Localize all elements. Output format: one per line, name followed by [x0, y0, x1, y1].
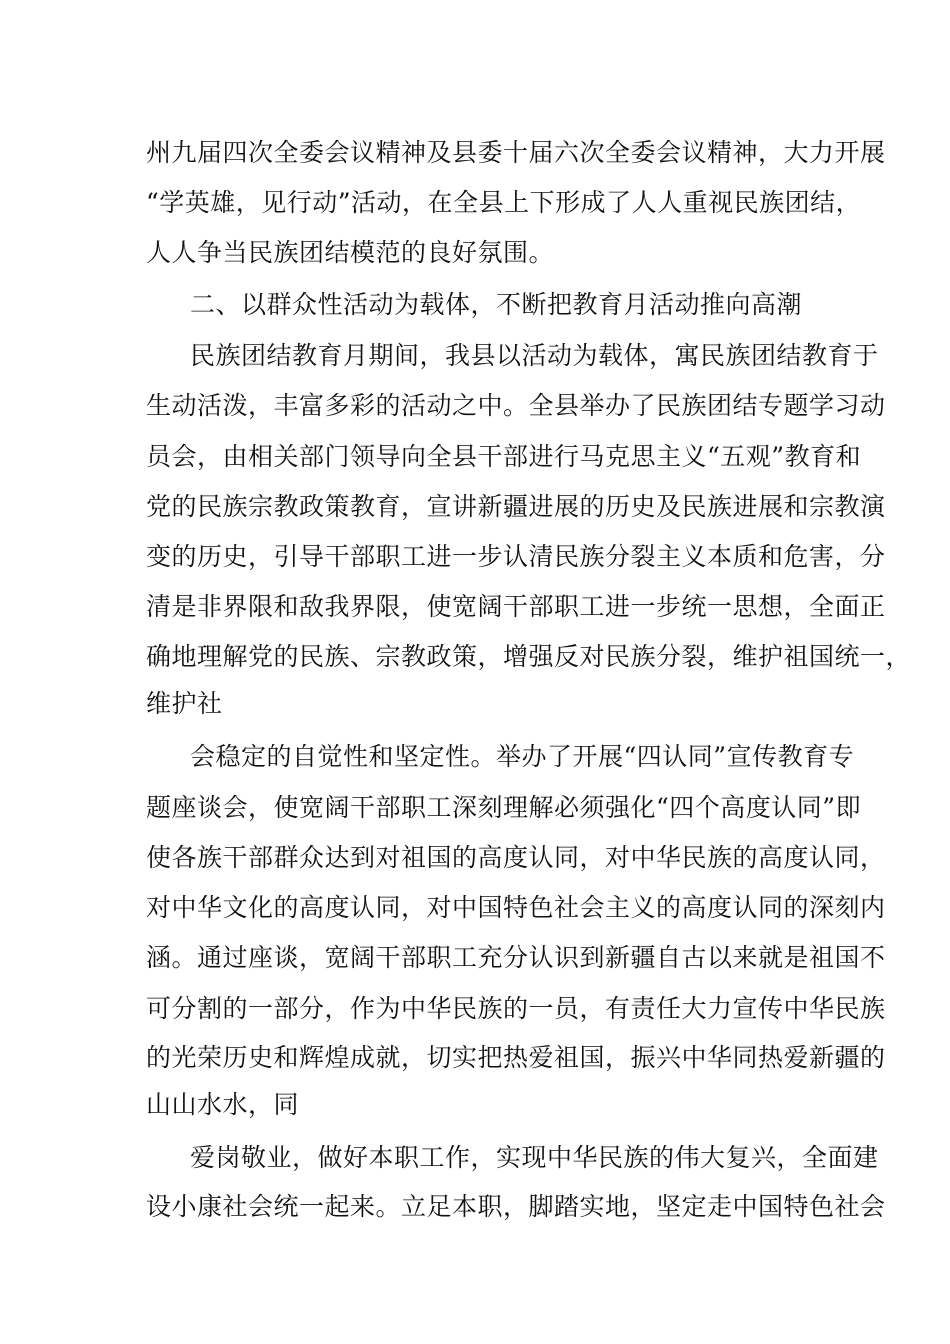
text-line: 州九届四次全委会议精神及县委十届六次全委会议精神，大力开展 [146, 138, 886, 167]
text-line: 党的民族宗教政策教育，宣讲新疆进展的历史及民族进展和宗教演 [146, 492, 886, 521]
text-line: 的光荣历史和辉煌成就，切实把热爱祖国，振兴中华同热爱新疆的 [146, 1043, 886, 1072]
text-line: 维护社 [146, 689, 223, 718]
text-line: 可分割的一部分，作为中华民族的一员，有责任大力宣传中华民族 [146, 994, 886, 1023]
text-line: 对中华文化的高度认同，对中国特色社会主义的高度认同的深刻内 [146, 893, 886, 922]
text-line: 设小康社会统一起来。立足本职，脚踏实地，坚定走中国特色社会 [146, 1192, 886, 1221]
text-line: 确地理解党的民族、宗教政策，增强反对民族分裂，维护祖国统一， [146, 642, 912, 671]
text-line: 山山水水，同 [146, 1090, 300, 1119]
text-line: 员会，由相关部门领导向全县干部进行马克思主义“五观”教育和 [146, 442, 862, 471]
text-line: 生动活泼，丰富多彩的活动之中。全县举办了民族团结专题学习动 [146, 391, 886, 420]
text-line: 会稳定的自觉性和坚定性。举办了开展“四认同”宣传教育专 [190, 742, 855, 771]
text-line: 涵。通过座谈，宽阔干部职工充分认识到新疆自古以来就是祖国不 [146, 943, 886, 972]
text-line: 人人争当民族团结模范的良好氛围。 [146, 238, 555, 267]
text-line: 题座谈会，使宽阔干部职工深刻理解必须强化“四个高度认同”即 [146, 793, 862, 822]
text-line: 爱岗敬业，做好本职工作，实现中华民族的伟大复兴，全面建 [190, 1143, 879, 1172]
text-line: 民族团结教育月期间，我县以活动为载体，寓民族团结教育于 [190, 341, 879, 370]
text-line: 变的历史，引导干部职工进一步认清民族分裂主义本质和危害，分 [146, 542, 886, 571]
section-heading: 二、以群众性活动为载体，不断把教育月活动推向高潮 [190, 290, 803, 319]
text-line: 清是非界限和敌我界限，使宽阔干部职工进一步统一思想，全面正 [146, 592, 886, 621]
text-line: 使各族干部群众达到对祖国的高度认同，对中华民族的高度认同， [146, 843, 886, 872]
text-line: “学英雄，见行动”活动，在全县上下形成了人人重视民族团结， [146, 188, 862, 217]
